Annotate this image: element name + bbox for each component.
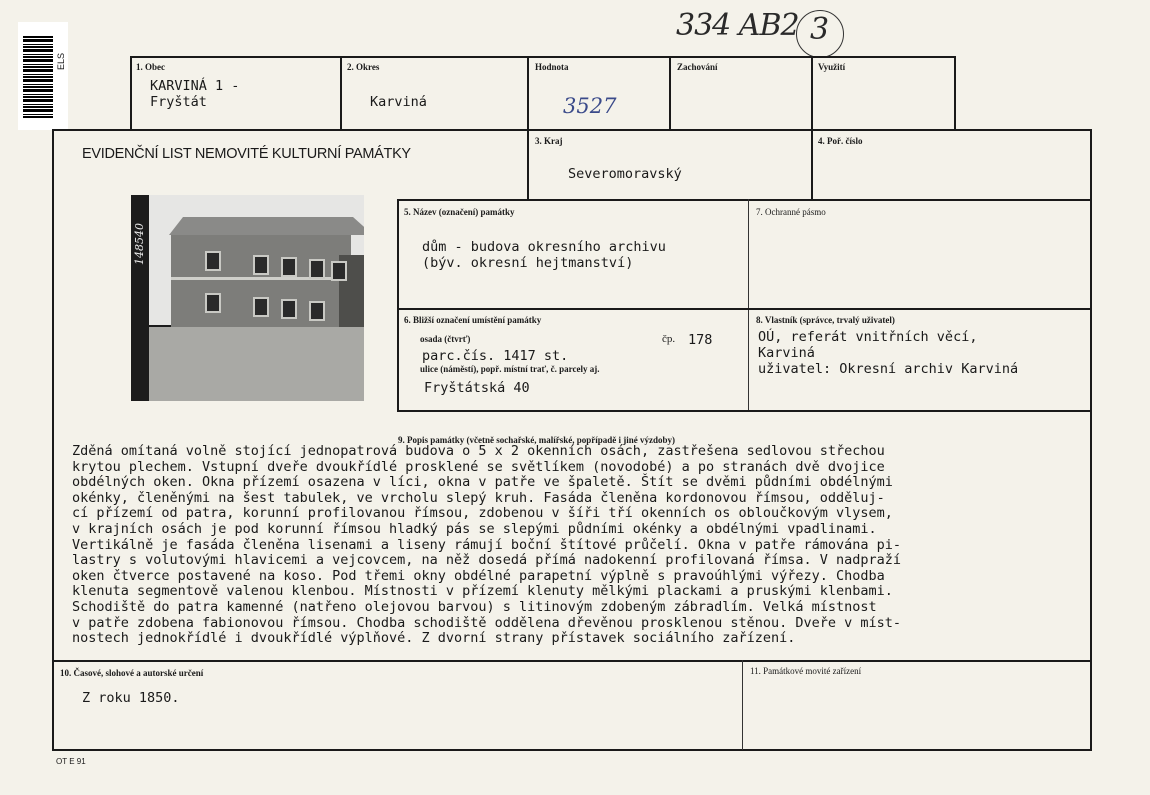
barcode-code: ELS [56, 52, 66, 70]
grid-line [954, 56, 956, 131]
vlastnik-line-3: uživatel: Okresní archiv Karviná [758, 361, 1019, 377]
photo-number: 148540 [133, 223, 146, 265]
zachovani-label: Zachování [677, 62, 718, 72]
barcode-sticker [18, 22, 68, 130]
grid-line [669, 56, 671, 131]
popis-line: cí přízemí od patra, korunní profilovanou římsou, zdobenou v šíři tří okenních os obloučkovým vlysem, [72, 505, 893, 522]
vlastnik-line-1: OÚ, referát vnitřních věcí, [758, 329, 978, 345]
nazev-value-2: (býv. okresní hejtmanství) [422, 255, 634, 271]
popis-line: okénky, členěnými na šest tabulek, ve vrcholu slepý kruh. Fasáda členěna kordonovou římsou, odděluj- [72, 489, 885, 506]
grid-line [397, 410, 1092, 412]
okres-label: 2. Okres [347, 62, 380, 72]
grid-line [52, 129, 54, 751]
handwritten-catalog-number: 334 AB2 [676, 8, 799, 43]
vyuziti-label: Využití [818, 62, 846, 72]
grid-line [397, 308, 1092, 310]
grid-line [397, 199, 1092, 201]
popis-line: v patře zdobena fabionovou římsou. Chodba schodiště oddělena dřevěnou prosklenou stěnou. Dveře v míst- [72, 614, 902, 631]
ulice-value: Fryštátská 40 [424, 380, 530, 396]
obec-value-2: Fryštát [150, 94, 207, 110]
cp-value: 178 [688, 332, 713, 348]
obec-value-1: KARVINÁ 1 - [150, 78, 240, 94]
hodnota-handwritten-value: 3527 [563, 94, 617, 118]
vlastnik-label: 8. Vlastník (správce, trvalý uživatel) [756, 315, 895, 325]
umisteni-label: 6. Bližší označení umístění památky [404, 315, 542, 325]
vlastnik-line-2: Karviná [758, 345, 815, 361]
grid-line [748, 199, 749, 412]
okres-value: Karviná [370, 94, 427, 110]
popis-line: obdélných oken. Okna přízemí osazena v líci, okna v patře ve špaletě. Štít se dvěmi půdními obdélnými [72, 474, 893, 491]
zarizeni-label: 11. Památkové movité zařízení [750, 666, 862, 676]
grid-line [130, 56, 956, 58]
grid-line [742, 660, 743, 750]
nazev-value-1: dům - budova okresního archivu [422, 239, 666, 255]
building-photo [131, 195, 364, 401]
kraj-label: 3. Kraj [535, 136, 563, 146]
popis-line: lastry s volutovými hlavicemi a vejcovcem, na něž dosedá přímá nadokenní profilovaná římsa. V nadpraží [72, 552, 902, 569]
nazev-label: 5. Název (označení) památky [404, 207, 515, 217]
popis-line: Schodiště do patra kamenné (natřeno olejovou barvou) s litinovým zdobeným zábradlím. Velká místnost [72, 598, 877, 615]
parc-value: parc.čís. 1417 st. [422, 348, 569, 364]
grid-line [52, 660, 1092, 662]
hodnota-label: Hodnota [535, 62, 569, 72]
grid-line [1090, 129, 1092, 751]
urceni-label: 10. Časové, slohové a autorské určení [60, 668, 204, 678]
urceni-value: Z roku 1850. [82, 690, 180, 706]
popis-line: nostech jednokřídlé i dvoukřídlé výplňové. Z dvorní strany přístavek sociálního zařízení. [72, 630, 796, 647]
grid-line [397, 199, 399, 412]
popis-line: klenuta segmentově valenou klenbou. Místnosti v přízemí klenuty mělkými plackami a pruskými klenbami. [72, 583, 893, 600]
cp-label: čp. [662, 333, 676, 345]
pasmo-label: 7. Ochranné pásmo [756, 207, 826, 217]
popis-label: 9. Popis památky (včetně sochařské, malířské, popřípadě i jiné výzdoby) [398, 435, 676, 445]
grid-line [130, 56, 132, 131]
popis-line: krytou plechem. Vstupní dveře dvoukřídlé prosklené se světlíkem (novodobé) a po stranách dvě dvojice [72, 458, 885, 475]
grid-line [52, 129, 1092, 131]
popis-line: oken čtverce postavené na koso. Pod třemi okny obdélné parapetní výplně s pravoúhlými výřezy. Chodba [72, 567, 885, 584]
popis-line: Zděná omítaná volně stojící jednopatrová budova o 5 x 2 okenních osách, zastřešena sedlovou střechou [72, 443, 885, 459]
grid-line [52, 749, 1092, 751]
barcode-icon [23, 36, 53, 118]
popis-text [72, 444, 1092, 647]
handwritten-circled-number: 3 [810, 12, 830, 47]
kraj-value: Severomoravský [568, 166, 682, 182]
osada-label: osada (čtvrť) [420, 334, 471, 344]
obec-label: 1. Obec [136, 62, 165, 72]
por-cislo-label: 4. Poř. číslo [818, 136, 863, 146]
popis-line: Vertikálně je fasáda členěna lisenami a liseny rámují boční štítové průčelí. Okna v patře rámována pi- [72, 536, 902, 553]
card-title: EVIDENČNÍ LIST NEMOVITÉ KULTURNÍ PAMÁTKY [82, 146, 411, 162]
form-code: OT E 91 [56, 757, 86, 766]
ulice-label: ulice (náměstí), popř. místní trať, č. parcely aj. [420, 364, 600, 374]
grid-line [340, 56, 342, 131]
popis-line: v krajních osách je pod korunní římsou hladký pás se slepými půdními okénky a obdélnými vpadlinami. [72, 520, 877, 537]
